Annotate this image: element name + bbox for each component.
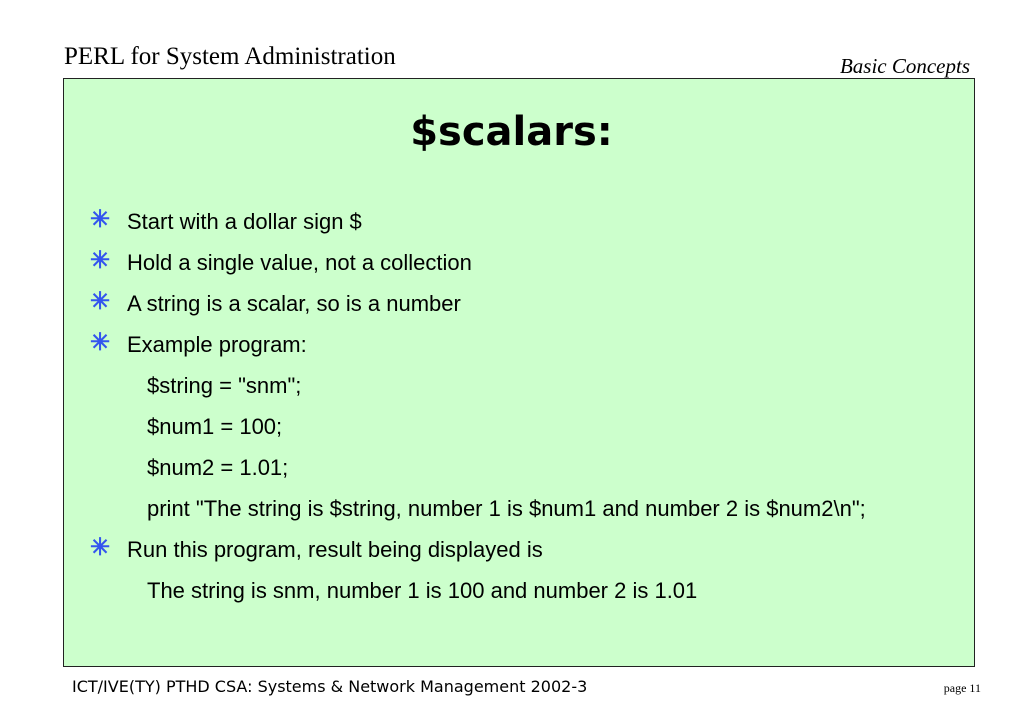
slide-title: $scalars:: [410, 109, 613, 155]
course-title: PERL for System Administration: [64, 43, 396, 70]
asterisk-bullet-icon: ✳: [90, 288, 111, 315]
program-line-text: $num1 = 100;: [147, 414, 283, 439]
bullet-text: Hold a single value, not a collection: [127, 250, 472, 275]
bullet-item: [90, 283, 970, 324]
output-line-text: The string is snm, number 1 is 100 and number 2 is 1.01: [147, 578, 698, 603]
program-line: [90, 488, 970, 529]
asterisk-bullet-icon: ✳: [90, 534, 111, 561]
output-line: [90, 570, 970, 611]
page-number: page 11: [943, 681, 981, 695]
program-line: [90, 365, 970, 406]
asterisk-bullet-icon: ✳: [90, 206, 111, 233]
section-title: Basic Concepts: [839, 54, 970, 78]
bullet-text: Example program:: [127, 332, 307, 357]
bullet-text: A string is a scalar, so is a number: [127, 291, 461, 316]
program-line: [90, 447, 970, 488]
bullet-item: [90, 242, 970, 283]
bullet-item: [90, 201, 970, 242]
program-line-text: $string = "snm";: [147, 373, 302, 398]
asterisk-bullet-icon: ✳: [90, 247, 111, 274]
footer-course: ICT/IVE(TY) PTHD CSA: Systems & Network Management 2002-3: [72, 677, 588, 696]
program-line: [90, 406, 970, 447]
bullet-item: [90, 529, 970, 570]
bullet-text: Start with a dollar sign $: [127, 209, 362, 234]
asterisk-bullet-icon: ✳: [90, 329, 111, 356]
bullet-text: Run this program, result being displayed is: [127, 537, 543, 562]
slide-content: [90, 201, 970, 611]
bullet-item: [90, 324, 970, 365]
program-line-text: print "The string is $string, number 1 is $num1 and number 2 is $num2\n";: [147, 496, 866, 521]
program-line-text: $num2 = 1.01;: [147, 455, 289, 480]
